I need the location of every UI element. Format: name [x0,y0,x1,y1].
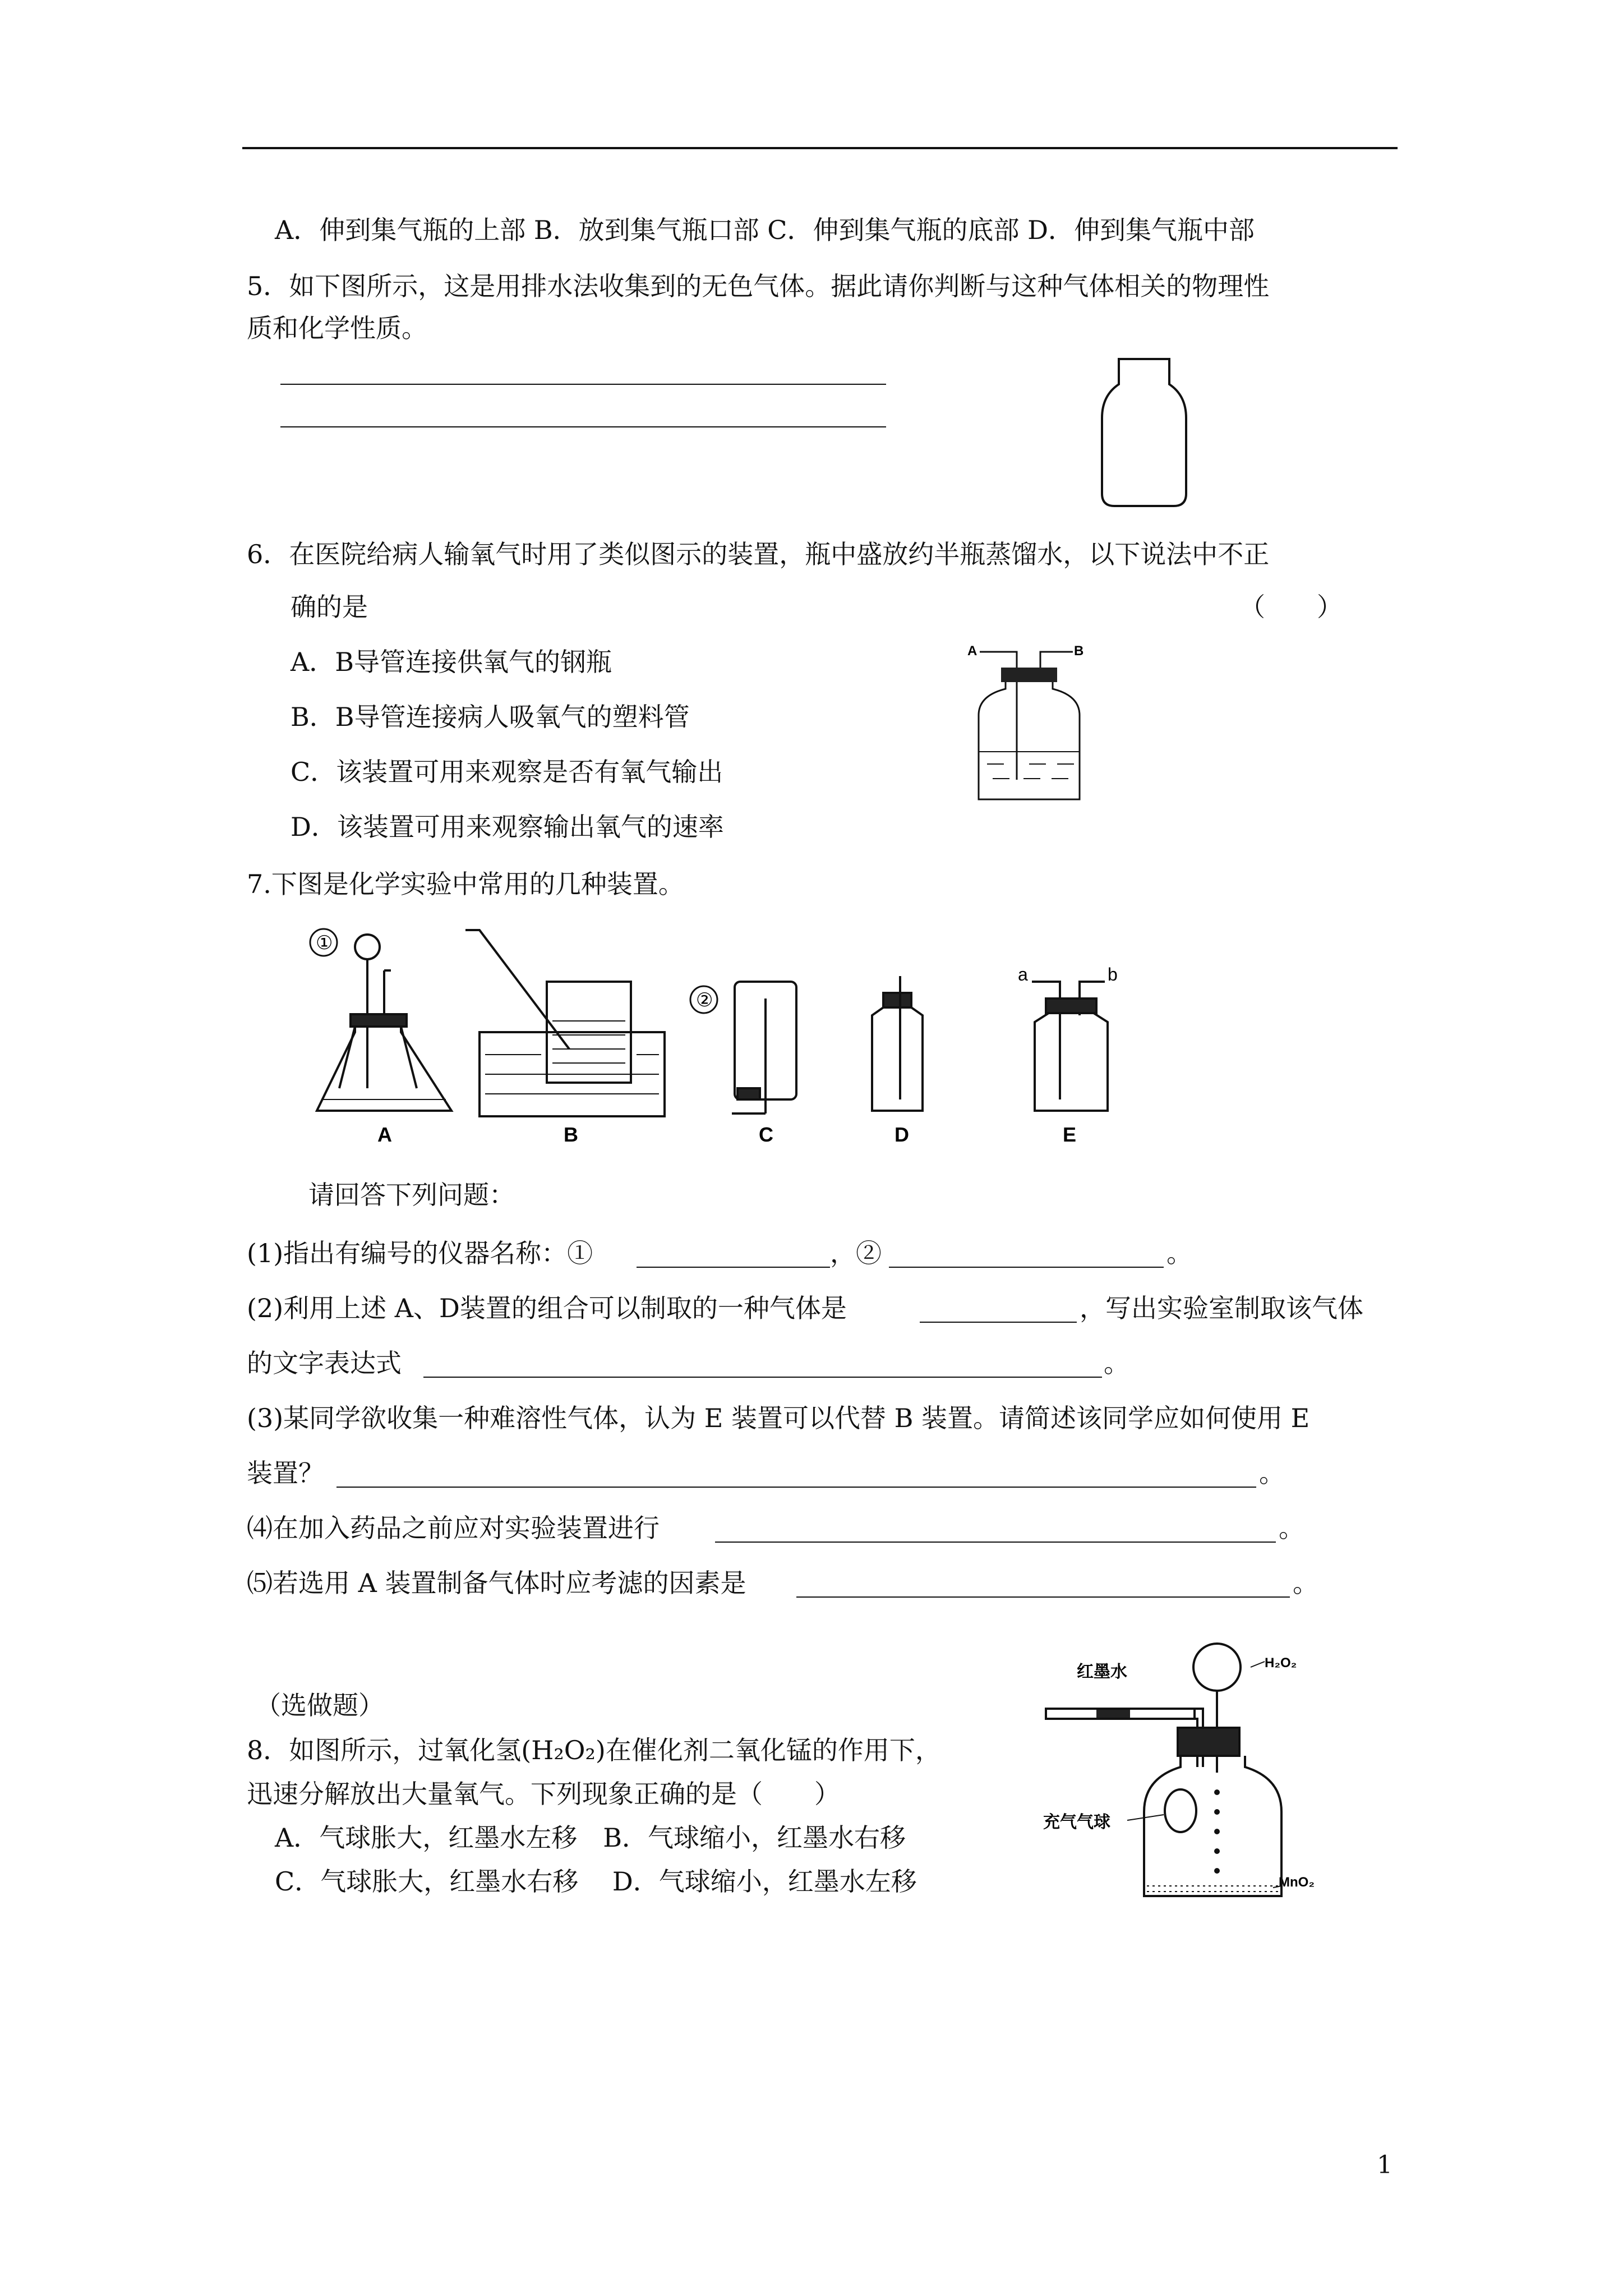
q8-line2: 迅速分解放出大量氧气。下列现象正确的是（ ） [247,1779,840,1809]
q7-marker2: ② [696,990,713,1011]
q7-s3-line2: 装置？ [247,1458,324,1488]
q7-s3-text: (3)某同学欲收集一种难溶性气体，认为 E 装置可以代替 B 装置。请简述该同学应如何使用 E [247,1403,1310,1433]
q7-label-a-small: a [1018,964,1028,984]
q6-option-b: B．B导管连接病人吸氧气的塑料管 [291,702,690,732]
q8-label-mno2: MnO₂ [1279,1875,1315,1890]
q7-s1-blank-1[interactable] [637,1267,830,1268]
funnel-bulb [1193,1644,1241,1691]
q7-s4-blank[interactable] [715,1542,1276,1543]
q5-line2: 质和化学性质。 [247,313,427,343]
q8-optional-label: （选做题） [255,1690,384,1720]
q7-marker1: ① [316,932,333,954]
q6-stopper [1001,668,1057,682]
q5-line1: 5．如下图所示，这是用排水法收集到的无色气体。据此请你判断与这种气体相关的物理性 [247,271,1270,301]
apparatus-b [465,930,665,1116]
q7-prompt: 请回答下列问题： [308,1180,515,1210]
q7-s2-text: (2)利用上述 A、D装置的组合可以制取的一种气体是 [247,1293,847,1323]
q6-oxygen-humidifier-figure [962,639,1096,802]
q8-decomposition-figure [1043,1627,1324,1907]
caption-a: A [377,1123,392,1146]
gas-bottle-outline [1102,359,1186,506]
q6-option-a: A．B导管连接供氧气的钢瓶 [291,647,612,677]
ink-slug [1096,1710,1130,1718]
q7-s2-after: ，写出实验室制取该气体 [1080,1293,1363,1323]
q7-s1-end: 。 [1166,1238,1192,1268]
q8-label-h2o2: H₂O₂ [1265,1655,1297,1671]
q8-options-row2: C．气球胀大，红墨水右移 D．气球缩小，红墨水左移 [275,1866,917,1897]
q7-s3-end: 。 [1259,1458,1285,1488]
q7-s2-end: 。 [1104,1348,1129,1378]
q7-s5-text: ⑸若选用 A 装置制备气体时应考滤的因素是 [247,1568,746,1598]
q6-option-c: C．该装置可用来观察是否有氧气输出 [291,757,723,787]
q7-s5-end: 。 [1293,1568,1318,1598]
q7-s3-blank[interactable] [336,1487,1256,1488]
q8-flask [1144,1756,1281,1896]
q8-label-ink: 红墨水 [1077,1663,1127,1681]
q5-answer-line-1[interactable] [280,384,886,385]
q6-line1: 6．在医院给病人输氧气时用了类似图示的装置，瓶中盛放约半瓶蒸馏水，以下说法中不正 [247,539,1270,569]
q8-options-row1: A．气球胀大，红墨水左移 B．气球缩小，红墨水右移 [275,1823,906,1853]
q4-options: A．伸到集气瓶的上部 B．放到集气瓶口部 C．伸到集气瓶的底部 D．伸到集气瓶中部 [275,215,1255,245]
apparatus-a [310,929,451,1111]
caption-e: E [1063,1123,1077,1146]
q7-label-b-small: b [1108,964,1118,984]
q5-gas-bottle-figure [1094,353,1195,510]
header-rule [242,147,1398,149]
q8-line1: 8．如图所示，过氧化氢(H₂O₂)在催化剂二氧化锰的作用下， [247,1735,941,1765]
q7-s2-blank-equation[interactable] [423,1377,1102,1378]
separatory-funnel-bulb [355,935,380,959]
apparatus-d [872,976,923,1111]
q7-s1-comma: ，② [830,1238,882,1268]
caption-c: C [759,1123,773,1146]
q6-option-d: D．该装置可用来观察输出氧气的速率 [291,812,724,842]
q7-s1-blank-2[interactable] [889,1267,1164,1268]
q7-s4-text: ⑷在加入药品之前应对实验装置进行 [247,1513,660,1543]
caption-b: B [564,1123,578,1146]
q5-answer-line-2[interactable] [280,426,886,427]
q7-s2-blank-gas[interactable] [920,1322,1077,1323]
q7-s1-text: (1)指出有编号的仪器名称：① [247,1238,593,1268]
q7-s5-blank[interactable] [796,1596,1290,1598]
q7-s4-end: 。 [1279,1513,1304,1543]
q6-label-a: A [967,643,978,659]
q7-s2-line2: 的文字表达式 [247,1348,402,1378]
q8-label-balloon: 充气气球 [1043,1813,1110,1832]
q7-intro: 7.下图是化学实验中常用的几种装置。 [247,869,684,899]
q6-answer-paren[interactable]: （ ） [1239,592,1343,622]
q6-line2: 确的是 [291,592,368,622]
q6-label-b: B [1074,643,1084,659]
balloon [1165,1789,1196,1832]
apparatus-e [1032,982,1108,1111]
caption-d: D [895,1123,909,1146]
q6-bottle [979,682,1080,799]
q8-stopper [1178,1728,1239,1756]
page-number: 1 [1377,2151,1393,2179]
q7-apparatus-figure [306,920,1124,1144]
